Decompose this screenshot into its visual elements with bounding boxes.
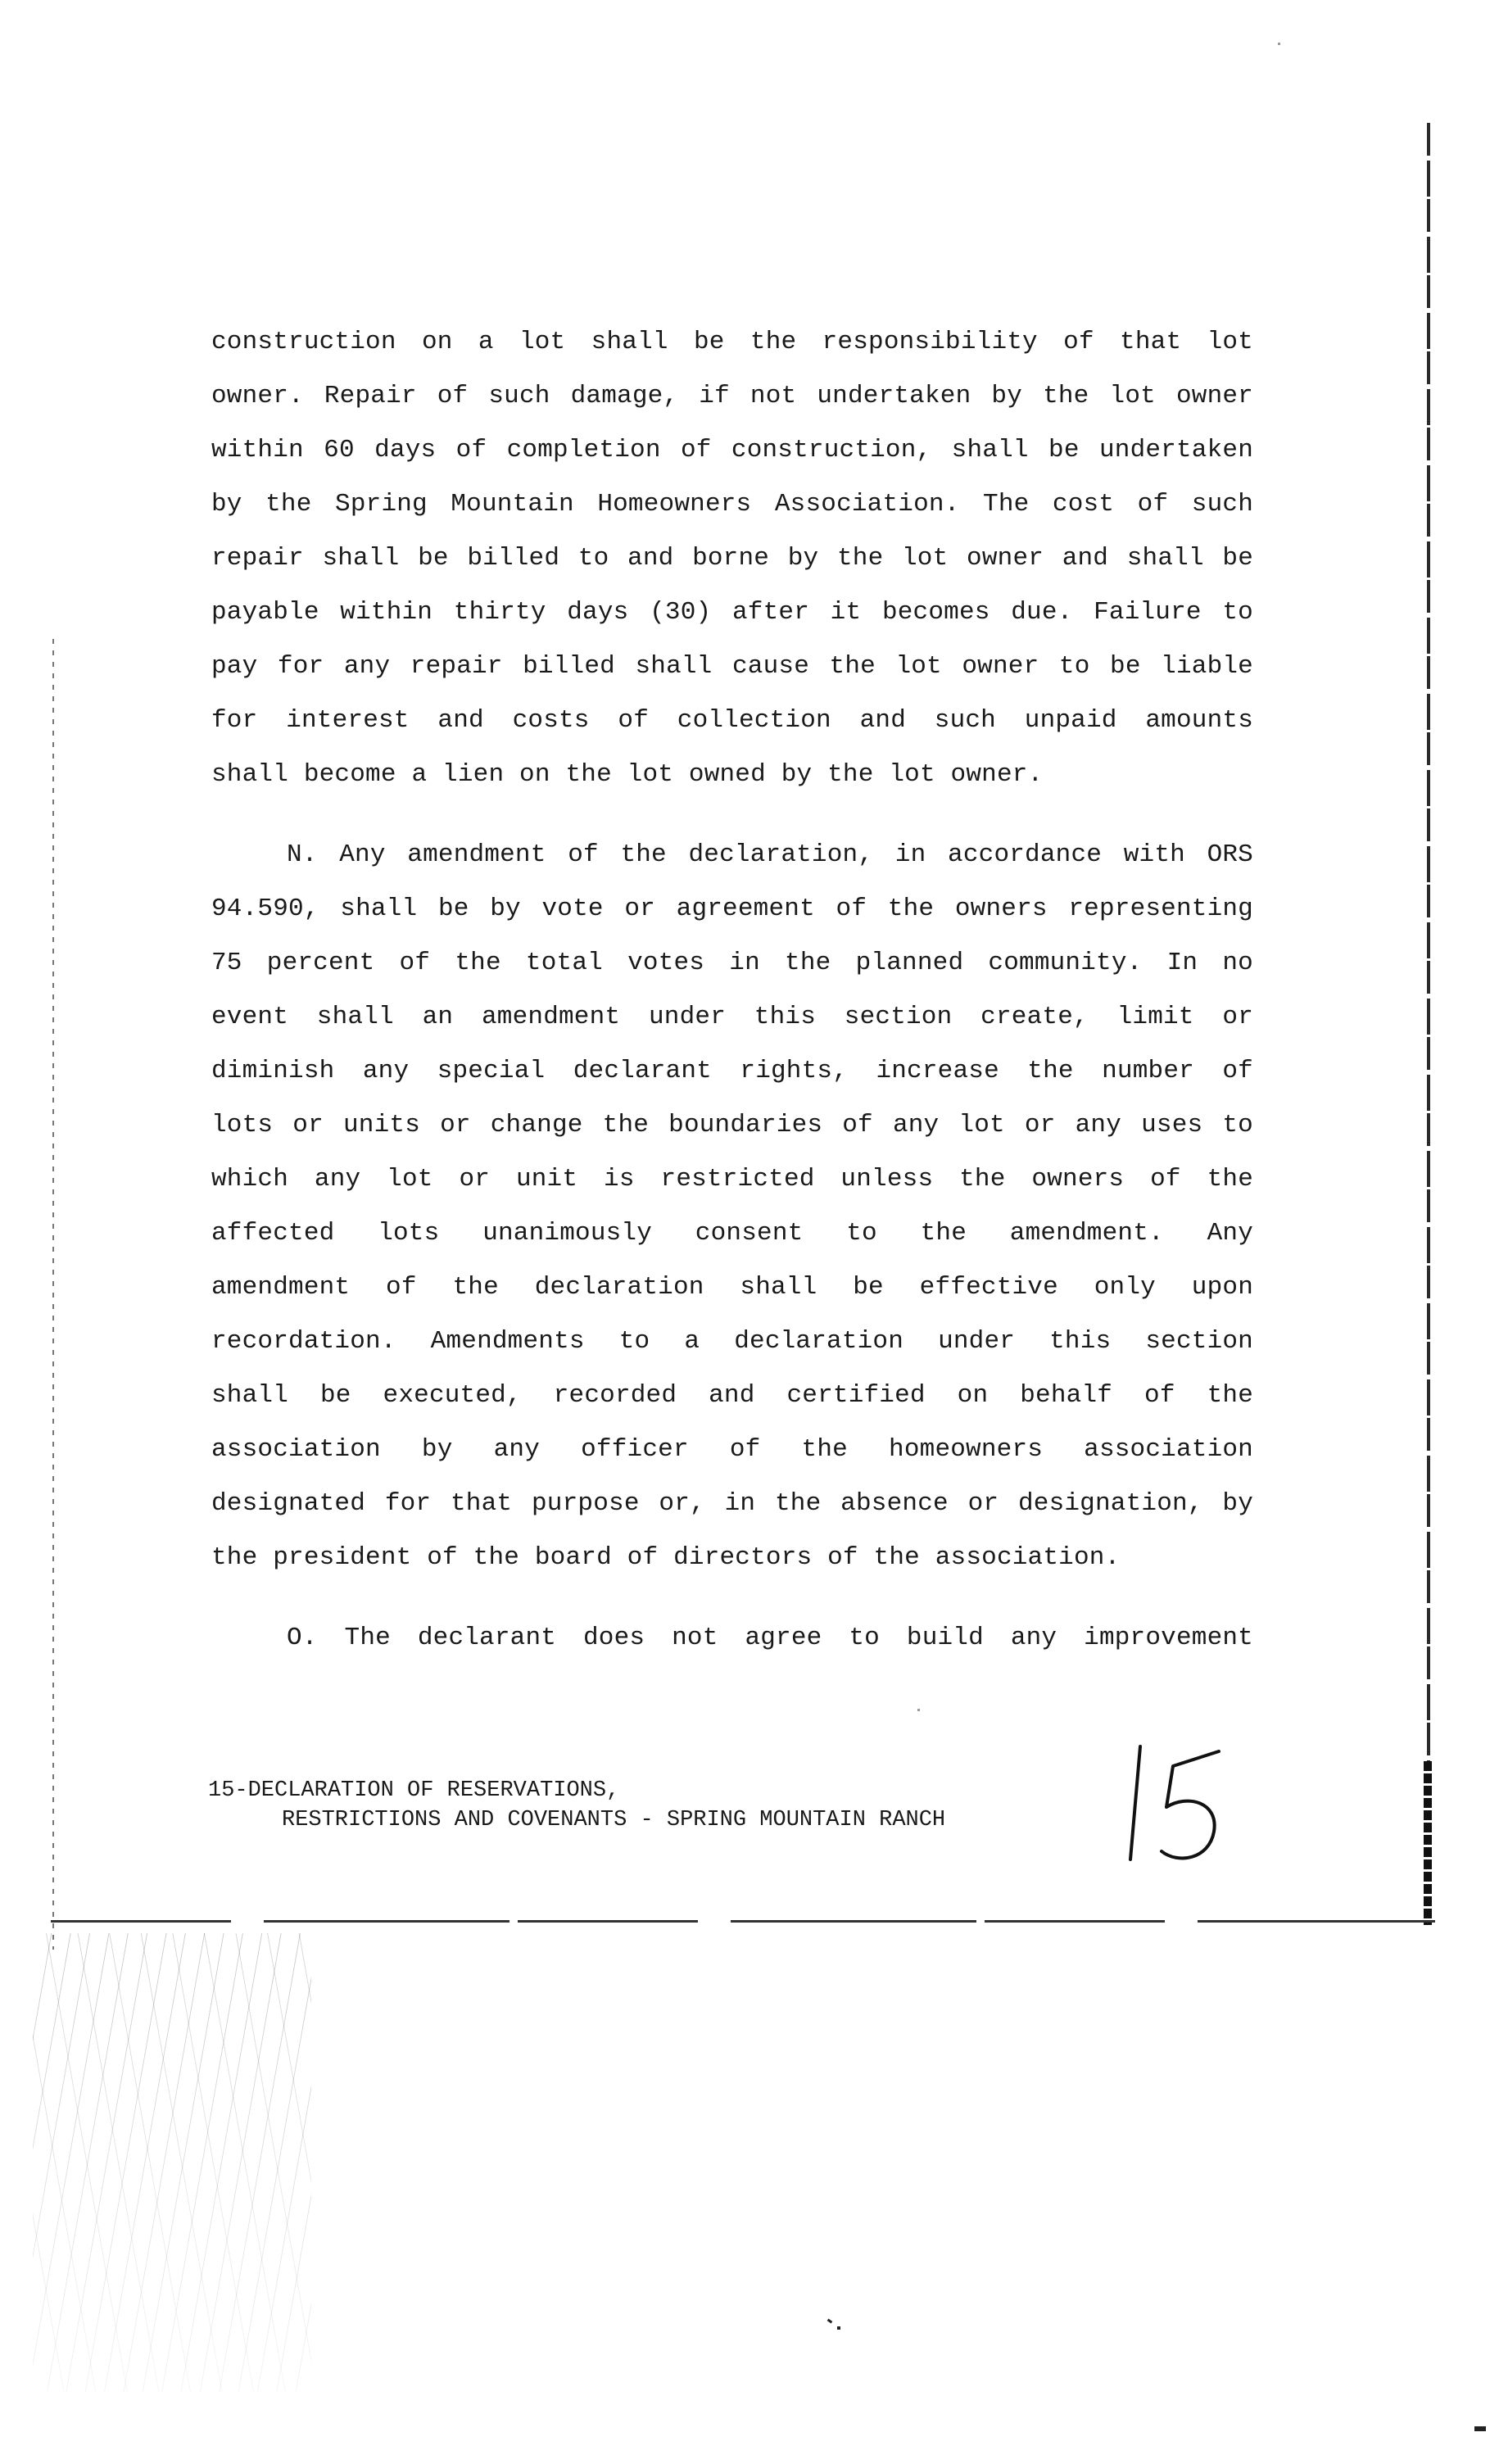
scan-speck xyxy=(1278,43,1280,45)
body-line: payable within thirty days (30) after it becomes due. Failure to xyxy=(211,598,1253,627)
body-line: owner. Repair of such damage, if not undertaken by the lot owner xyxy=(211,382,1253,410)
body-line: by the Spring Mountain Homeowners Association. The cost of such xyxy=(211,490,1253,519)
body-line: which any lot or unit is restricted unless the owners of the xyxy=(211,1165,1253,1194)
footer-title-line1: 15-DECLARATION OF RESERVATIONS, xyxy=(208,1778,620,1803)
body-line: 94.590, shall be by vote or agreement of the owners representing xyxy=(211,895,1253,923)
section-n-first-line: N. Any amendment of the declaration, in accordance with ORS xyxy=(287,840,1253,869)
body-line: shall be executed, recorded and certified on behalf of the xyxy=(211,1381,1253,1410)
handwritten-page-number xyxy=(1122,1737,1245,1876)
body-line: affected lots unanimously consent to the amendment. Any xyxy=(211,1219,1253,1248)
body-line: 75 percent of the total votes in the planned community. In no xyxy=(211,949,1253,977)
scan-speck xyxy=(1474,2426,1486,2431)
body-line: association by any officer of the homeowners association xyxy=(211,1435,1253,1464)
body-line: designated for that purpose or, in the absence or designation, by xyxy=(211,1489,1253,1518)
body-line: the president of the board of directors of the association. xyxy=(211,1543,1121,1572)
scan-speck xyxy=(837,2326,840,2330)
footer-title-line2: RESTRICTIONS AND COVENANTS - SPRING MOUNTAIN RANCH xyxy=(282,1808,946,1832)
body-line: diminish any special declarant rights, increase the number of xyxy=(211,1057,1253,1085)
body-line: pay for any repair billed shall cause the lot owner to be liable xyxy=(211,652,1253,681)
scan-speck xyxy=(917,1709,920,1711)
body-line: within 60 days of completion of construction, shall be undertaken xyxy=(211,436,1253,464)
page-bottom-edge xyxy=(51,1920,1435,1923)
body-line: event shall an amendment under this section create, limit or xyxy=(211,1003,1253,1031)
body-line: recordation. Amendments to a declaration under this section xyxy=(211,1327,1253,1356)
body-line: lots or units or change the boundaries of any lot or any uses to xyxy=(211,1111,1253,1139)
scan-noise-lower-left xyxy=(33,1933,311,2392)
scan-margin-artifact-left xyxy=(52,639,54,1950)
body-line: for interest and costs of collection and such unpaid amounts xyxy=(211,706,1253,735)
body-line: shall become a lien on the lot owned by the lot owner. xyxy=(211,760,1044,789)
body-line: amendment of the declaration shall be effective only upon xyxy=(211,1273,1253,1302)
scan-margin-artifact-right xyxy=(1427,123,1430,1925)
body-line: repair shall be billed to and borne by the lot owner and shall be xyxy=(211,544,1253,573)
body-line: construction on a lot shall be the responsibility of that lot xyxy=(211,328,1253,356)
scan-margin-artifact-right-lower xyxy=(1424,1761,1432,1925)
scan-speck xyxy=(827,2319,833,2324)
section-o-first-line: O. The declarant does not agree to build any improvement xyxy=(287,1624,1253,1652)
